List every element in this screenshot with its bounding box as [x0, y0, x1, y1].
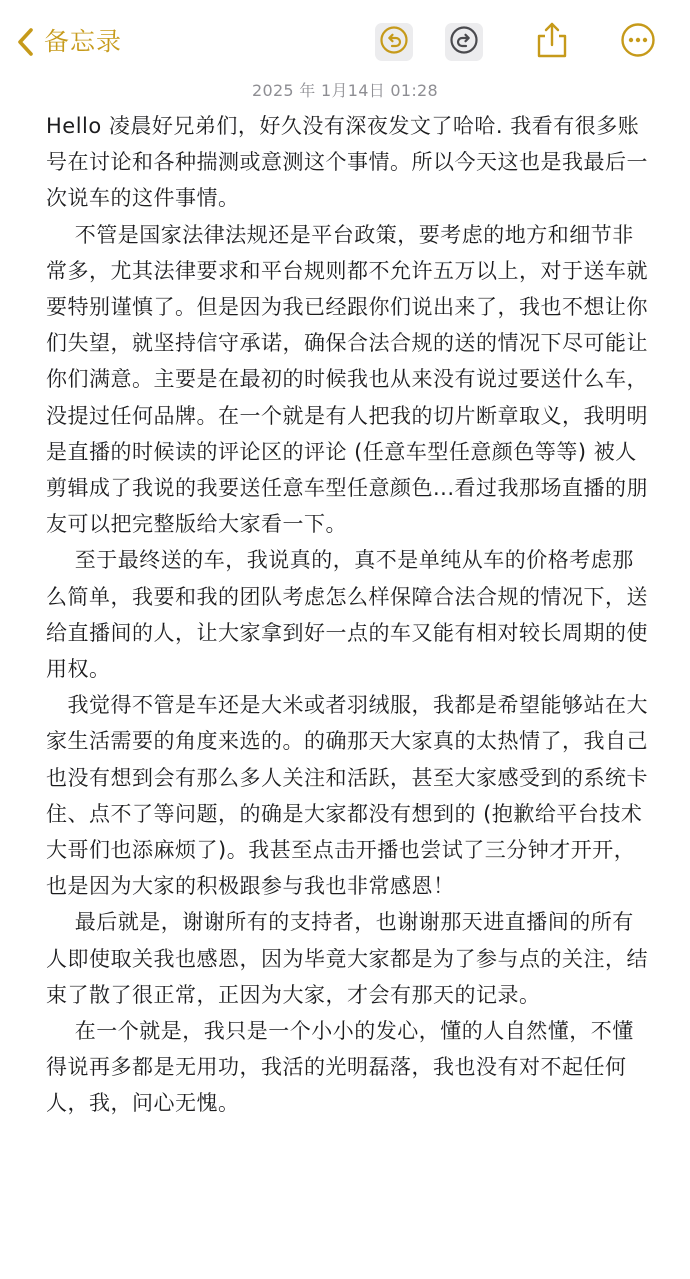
more-icon [620, 22, 656, 62]
note-paragraph: 在一个就是，我只是一个小小的发心，懂的人自然懂，不懂得说再多都是无用功，我活的光明磊落，我也没有对不起任何人，我，问心无愧。 [46, 1019, 634, 1116]
share-button[interactable] [532, 22, 572, 62]
redo-button[interactable] [444, 22, 484, 62]
note-body[interactable] [46, 108, 650, 1122]
note-paragraph: 我觉得不管是车还是大米或者羽绒服，我都是希望能够站在大家生活需要的角度来选的。的确那天大家真的太热情了，我自己也没有想到会有那么多人关注和活跃，甚至大家感受到的系统卡住、点不了等问题，的确是大家都没有想到的 (抱歉给平台技术大哥们也添麻烦了)。我甚至点击开播也尝试了三分钟才开开，也是因为大家的积极跟参与我也非常感恩！ [46, 693, 649, 899]
chevron-left-icon [16, 27, 34, 57]
navigation-bar [0, 0, 690, 80]
note-paragraph: Hello 凌晨好兄弟们，好久没有深夜发文了哈哈. 我看有很多账号在讨论和各种揣测或意测这个事情。所以今天这也是我最后一次说车的这件事情。 [46, 114, 648, 211]
share-icon [535, 21, 569, 63]
note-date: 2025 年 1月14日 01:28 [251, 81, 439, 100]
note-paragraph: 至于最终送的车，我说真的，真不是单纯从车的价格考虑那么简单，我要和我的团队考虑怎么样保障合法合规的情况下，送给直播间的人，让大家拿到好一点的车又能有相对较长周期的使用权。 [46, 548, 648, 682]
more-button[interactable] [618, 22, 658, 62]
redo-button-background [445, 23, 483, 61]
undo-button[interactable] [374, 22, 414, 62]
redo-icon [449, 25, 479, 59]
undo-button-background [375, 23, 413, 61]
note-paragraph: 最后就是，谢谢所有的支持者，也谢谢那天进直播间的所有人即使取关我也感恩，因为毕竟大家都是为了参与点的关注，结束了散了很正常，正因为大家，才会有那天的记录。 [46, 910, 648, 1007]
back-button[interactable] [16, 22, 122, 62]
note-paragraph: 不管是国家法律法规还是平台政策，要考虑的地方和细节非常多，尤其法律要求和平台规则都不允许五万以上，对于送车就要特别谨慎了。但是因为我已经跟你们说出来了，我也不想让你们失望，就坚持信守承诺，确保合法合规的送的情况下尽可能让你们满意。主要是在最初的时候我也从来没有说过要送什么车，没提过任何品牌。在一个就是有人把我的切片断章取义，我明明是直播的时候读的评论区的评论 (任意车型任意颜色等等) 被人剪辑成了我说的我要送任意车型任意颜色...看过我那场直播的朋友可以把完整版给大家看一下。 [46, 222, 649, 537]
undo-icon [379, 25, 409, 59]
back-label: 备忘录 [44, 27, 123, 56]
